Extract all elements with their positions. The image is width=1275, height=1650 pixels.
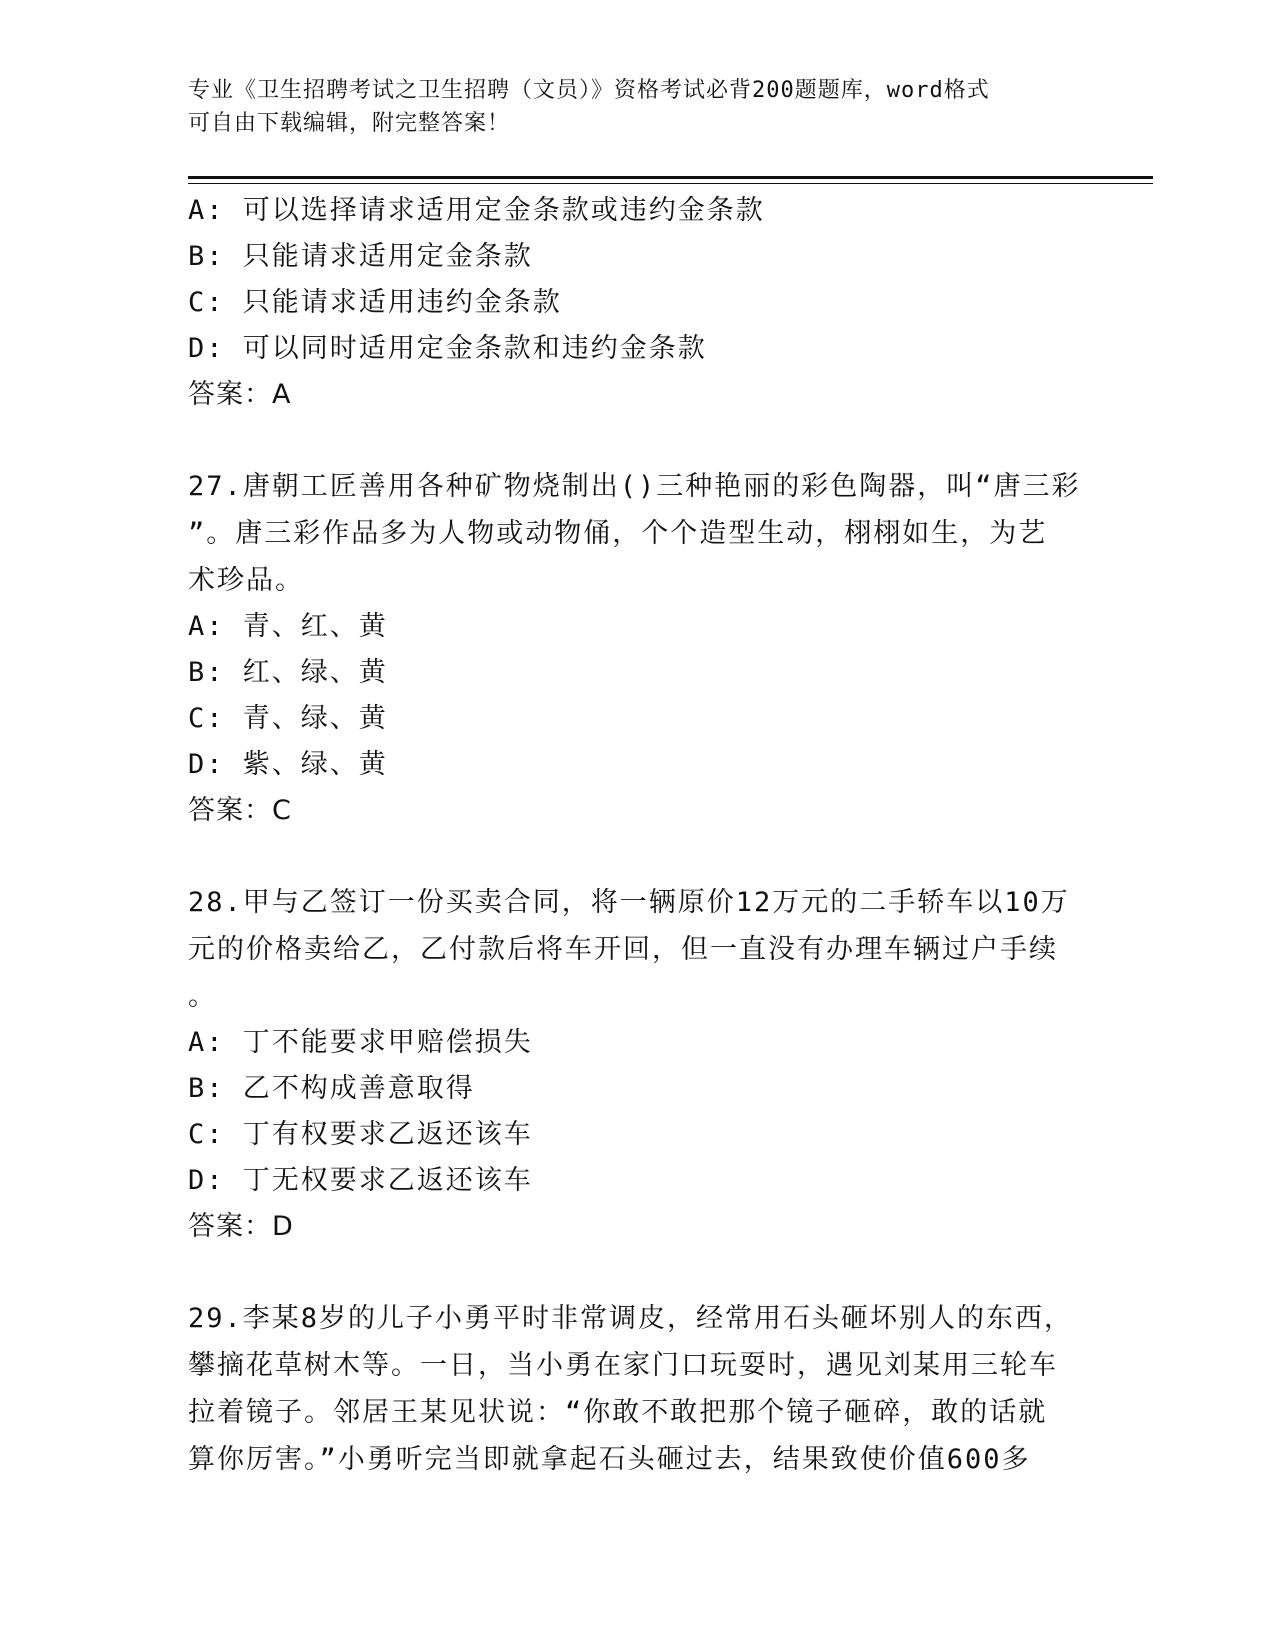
question-text-line: 拉着镜子。邻居王某见状说：“你敢不敢把那个镜子砸碎，敢的话就 — [188, 1397, 1048, 1428]
option-d: D: 可以同时适用定金条款和违约金条款 — [188, 333, 707, 364]
header-line-1: 专业《卫生招聘考试之卫生招聘（文员）》资格考试必背200题题库，word格式 — [188, 78, 990, 103]
option-a: A: 可以选择请求适用定金条款或违约金条款 — [188, 195, 765, 226]
spacer — [188, 418, 1078, 463]
question-text-line: 。 — [188, 981, 217, 1012]
header-line-2: 可自由下载编辑，附完整答案！ — [188, 111, 511, 136]
option-b: B: 红、绿、黄 — [188, 657, 388, 688]
question-text-line: 术珍品。 — [188, 565, 304, 596]
option-d: D: 丁无权要求乙返还该车 — [188, 1165, 533, 1196]
spacer — [188, 1250, 1078, 1295]
header-rule-thin — [188, 183, 1153, 184]
option-d: D: 紫、绿、黄 — [188, 749, 388, 780]
header-rule-thick — [188, 176, 1153, 179]
option-c: C: 青、绿、黄 — [188, 703, 388, 734]
option-c: C: 只能请求适用违约金条款 — [188, 287, 562, 318]
question-text-line: 28.甲与乙签订一份买卖合同，将一辆原价12万元的二手轿车以10万 — [188, 887, 1070, 918]
question-content — [188, 188, 1081, 1483]
option-b: B: 乙不构成善意取得 — [188, 1073, 475, 1104]
answer-line: 答案：A — [188, 379, 292, 410]
question-text-line: 27.唐朝工匠善用各种矿物烧制出()三种艳丽的彩色陶器，叫“唐三彩 — [188, 471, 1081, 502]
question-text-line: ”。唐三彩作品多为人物或动物俑，个个造型生动，栩栩如生，为艺 — [188, 518, 1048, 549]
question-text-line: 攀摘花草树木等。一日，当小勇在家门口玩耍时，遇见刘某用三轮车 — [188, 1350, 1058, 1381]
document-header — [188, 74, 1068, 140]
answer-line: 答案：D — [188, 1211, 294, 1242]
question-text-line: 29.李某8岁的儿子小勇平时非常调皮，经常用石头砸坏别人的东西， — [188, 1303, 1074, 1334]
question-28 — [188, 879, 1078, 1250]
question-text-line: 元的价格卖给乙，乙付款后将车开回，但一直没有办理车辆过户手续 — [188, 934, 1058, 965]
option-b: B: 只能请求适用定金条款 — [188, 241, 533, 272]
option-a: A: 丁不能要求甲赔偿损失 — [188, 1027, 533, 1058]
answer-line: 答案：C — [188, 795, 292, 826]
spacer — [188, 834, 1078, 879]
question-29 — [188, 1295, 1078, 1483]
question-27 — [188, 463, 1081, 834]
option-a: A: 青、红、黄 — [188, 611, 388, 642]
option-c: C: 丁有权要求乙返还该车 — [188, 1119, 533, 1150]
question-26 — [188, 188, 1078, 418]
question-text-line: 算你厉害。”小勇听完当即就拿起石头砸过去，结果致使价值600多 — [188, 1444, 1031, 1475]
